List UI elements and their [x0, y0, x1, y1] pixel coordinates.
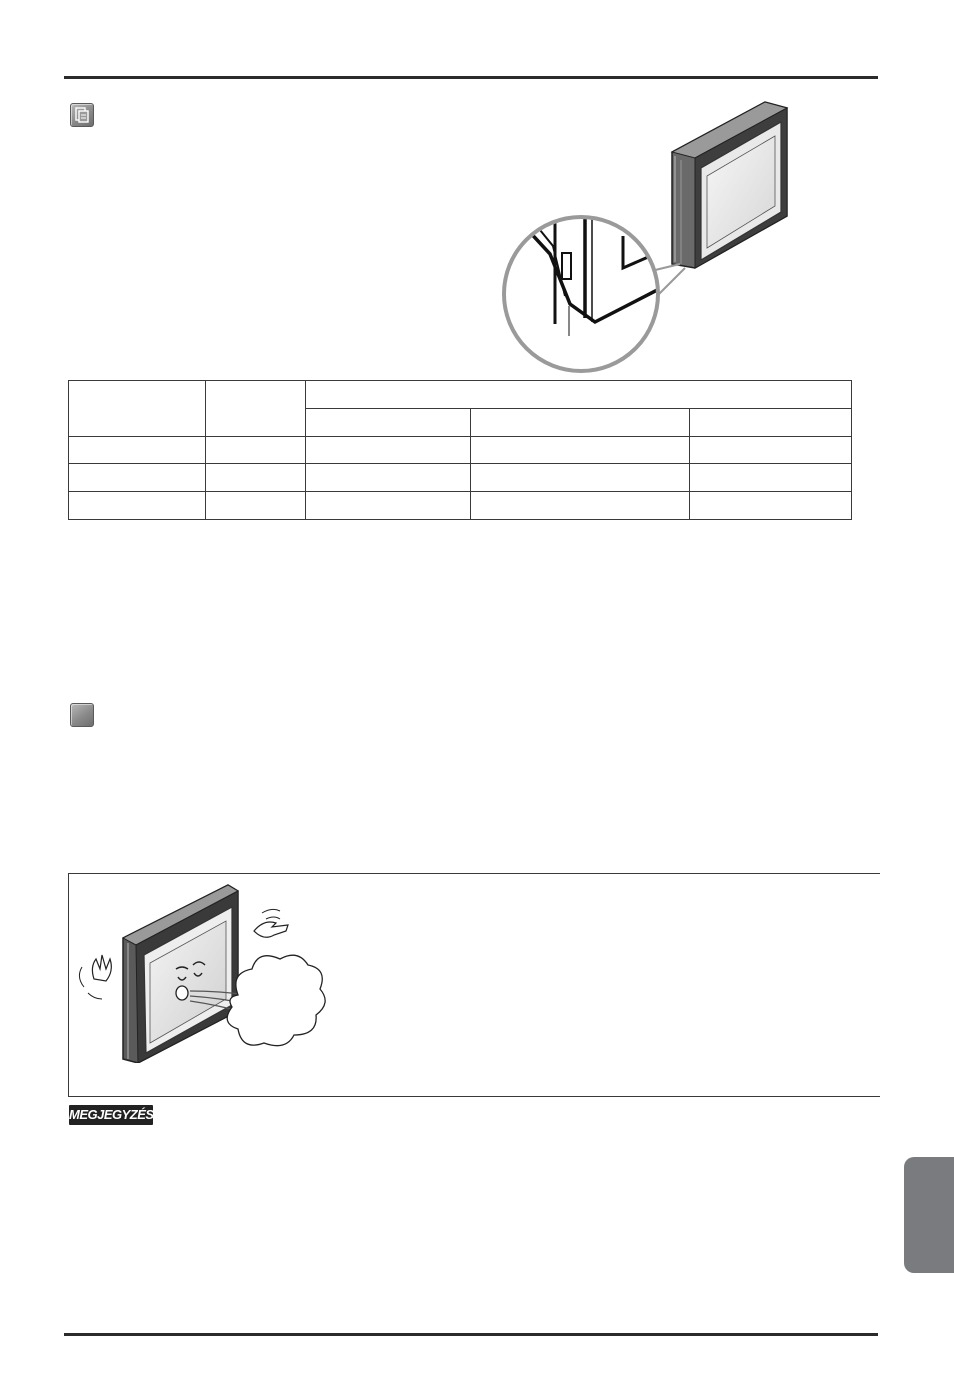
table-header-cell [69, 381, 206, 437]
table-subheader-cell [690, 409, 852, 437]
table-row [69, 464, 852, 492]
table-subheader-cell [471, 409, 690, 437]
indoor-unit-detail-illustration [495, 96, 795, 376]
language-tab [904, 1157, 954, 1273]
manual-icon [70, 103, 94, 127]
top-rule [64, 76, 878, 79]
square-icon [70, 703, 94, 727]
blowing-unit-cartoon [78, 883, 328, 1063]
table-subheader-cell [306, 409, 471, 437]
bottom-rule [64, 1333, 878, 1336]
table-row [69, 492, 852, 520]
manual-icon-glyph [74, 107, 90, 123]
spec-table [68, 380, 852, 520]
table-header-cell [306, 381, 852, 409]
table-header-cell [206, 381, 306, 437]
note-label: MEGJEGYZÉS [69, 1105, 153, 1125]
table-row [69, 437, 852, 464]
